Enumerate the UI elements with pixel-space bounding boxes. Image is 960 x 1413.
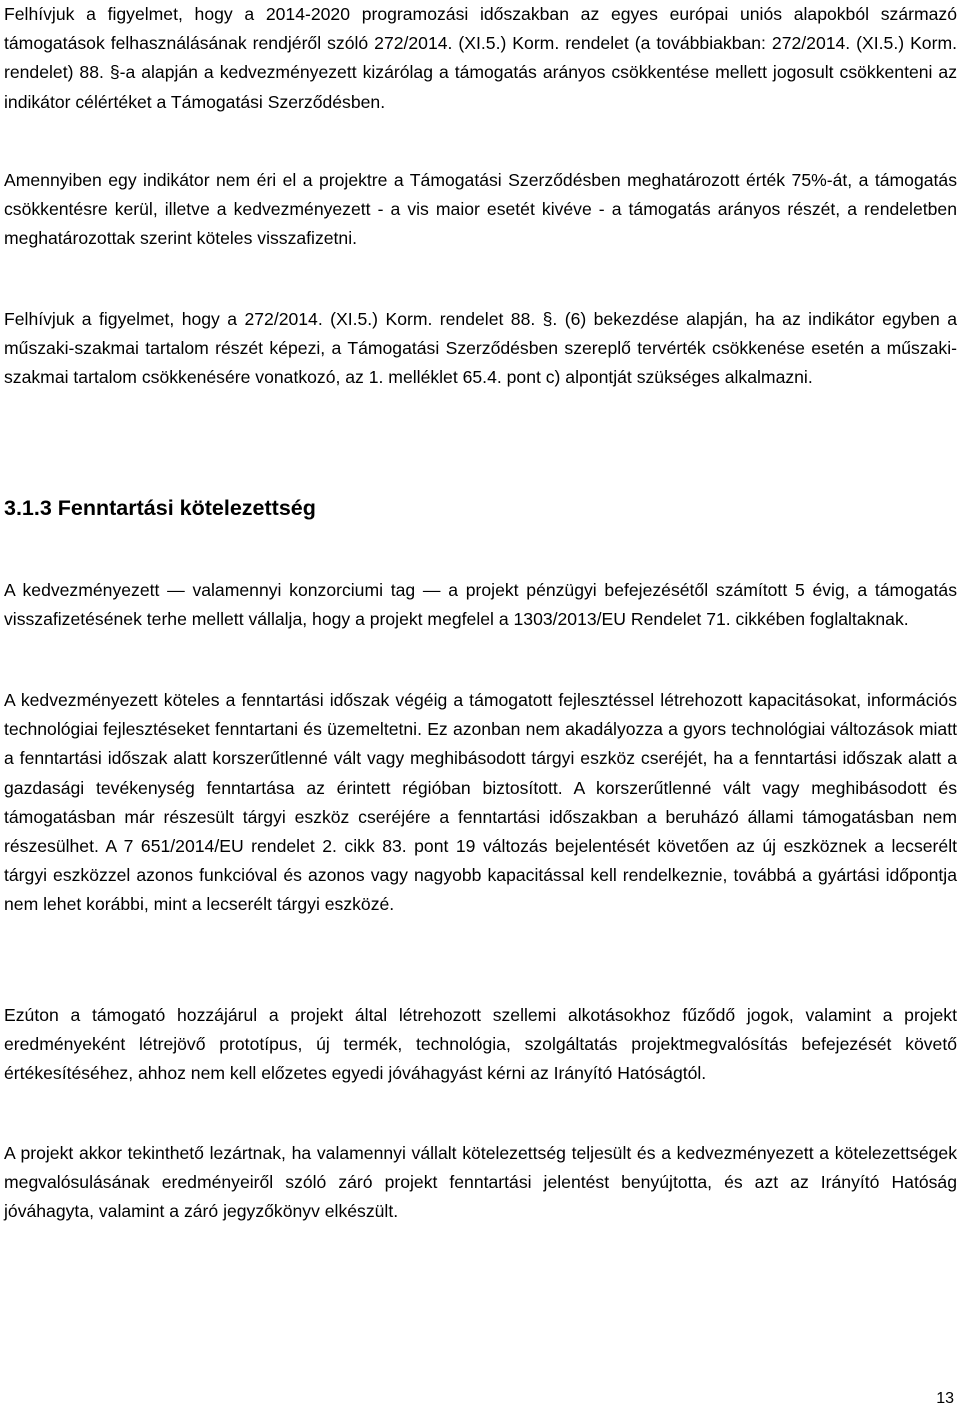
paragraph-maintenance-period: A kedvezményezett — valamennyi konzorciumi tag — a projekt pénzügyi befejezésétől számított 5 évig, a támogatás visszafizetésének terhe mellett vállalja, hogy a projekt megfelel a 1303/2013/EU Rendelet 71. cikkében foglaltaknak.	[4, 580, 957, 630]
paragraph-maintenance-obligations: A kedvezményezett köteles a fenntartási időszak végéig a támogatott fejlesztéssel létrehozott kapacitásokat, információs technológiai fejlesztéseket fenntartani és üzemeltetni. Ez azonban nem akadályozza a gyors technológiai változások miatt a fenntartási időszak alatt korszerűtlenné vált vagy meghibásodott tárgyi eszköz cseréjét, ha a fenntartási időszak alatt a gazdasági tevékenység fenntartása az érintett régióban biztosított. A korszerűtlenné vált vagy meghibásodott és támogatásban már részesült tárgyi eszköz cseréjére a fenntartási időszakban a beruházó állami támogatásban nem részesülhet. A 7 651/2014/EU rendelet 2. cikk 83. pont 19 változás bejelentését követően az új eszköznek a lecserélt tárgyi eszközzel azonos funkcióval és azonos vagy nagyobb kapacitással kell rendelkeznie, továbbá a gyártási időpontja nem lehet korábbi, mint a lecserélt tárgyi eszközé.	[4, 690, 957, 915]
section-heading: 3.1.3 Fenntartási kötelezettség	[4, 496, 316, 520]
paragraph-intellectual-property: Ezúton a támogató hozzájárul a projekt által létrehozott szellemi alkotásokhoz fűződő jogok, valamint a projekt eredményeként létrejövő prototípus, új termék, technológia, szolgáltatás projektmegvalósítás befejezését követő értékesítéséhez, ahhoz nem kell előzetes egyedi jóváhagyást kérni az Irányító Hatóságtól.	[4, 1005, 957, 1084]
page-number: 13	[936, 1390, 954, 1407]
paragraph-technical-content: Felhívjuk a figyelmet, hogy a 272/2014. (XI.5.) Korm. rendelet 88. §. (6) bekezdése alapján, ha az indikátor egyben a műszaki-szakmai tartalom részét képezi, a Támogatási Szerződésben szereplő tervérték csökkenése esetén a műszaki-szakmai tartalom csökkenésére vonatkozó, az 1. melléklet 65.4. pont c) alpontját szükséges alkalmazni.	[4, 309, 957, 388]
paragraph-indicator-reduction: Felhívjuk a figyelmet, hogy a 2014-2020 programozási időszakban az egyes európai uniós alapokból származó támogatások felhasználásának rendjéről szóló 272/2014. (XI.5.) Korm. rendelet (a továbbiakban: 272/2014. (XI.5.) Korm. rendelet) 88. §-a alapján a kedvezményezett kizárólag a támogatás arányos csökkentése mellett jogosult csökkenteni az indikátor célértéket a Támogatási Szerződésben.	[4, 4, 957, 112]
paragraph-project-closure: A projekt akkor tekinthető lezártnak, ha valamennyi vállalt kötelezettség teljesült és a kedvezményezett a kötelezettségek megvalósulásának eredményeiről szóló záró projekt fenntartási jelentést benyújtotta, és azt az Irányító Hatóság jóváhagyta, valamint a záró jegyzőkönyv elkészült.	[4, 1143, 957, 1222]
paragraph-indicator-threshold: Amennyiben egy indikátor nem éri el a projektre a Támogatási Szerződésben meghatározott érték 75%-át, a támogatás csökkentésre kerül, illetve a kedvezményezett - a vis maior esetét kivéve - a támogatás arányos részét, a rendeletben meghatározottak szerint köteles visszafizetni.	[4, 170, 957, 249]
